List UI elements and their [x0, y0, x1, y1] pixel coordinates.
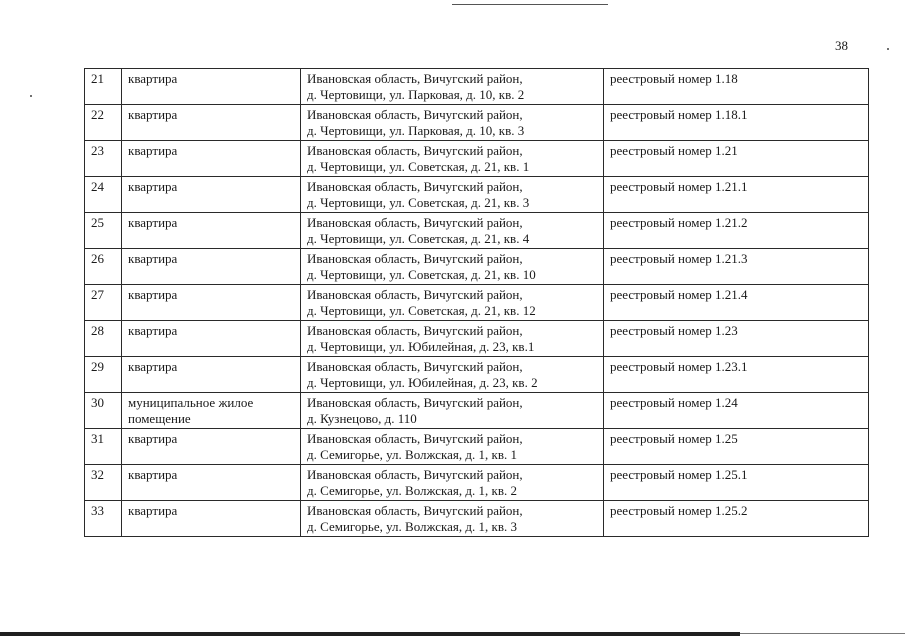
- property-address: [301, 393, 604, 429]
- registry-number: реестровый номер 1.25.1: [604, 465, 869, 501]
- row-number: 32: [85, 465, 122, 501]
- table-row: [85, 501, 869, 537]
- page-number: 38: [835, 38, 848, 53]
- table-row: [85, 465, 869, 501]
- property-type: квартира: [122, 177, 301, 213]
- property-address: [301, 105, 604, 141]
- address-line-2: д. Чертовищи, ул. Советская, д. 21, кв. 10: [307, 267, 536, 282]
- table-row: [85, 69, 869, 105]
- property-type: квартира: [122, 105, 301, 141]
- row-number: 23: [85, 141, 122, 177]
- row-number: 33: [85, 501, 122, 537]
- scan-dot: [887, 48, 889, 50]
- address-line-1: Ивановская область, Вичугский район,: [307, 71, 523, 86]
- table-row: [85, 105, 869, 141]
- row-number: 25: [85, 213, 122, 249]
- registry-number: реестровый номер 1.24: [604, 393, 869, 429]
- property-type: квартира: [122, 141, 301, 177]
- property-type: муниципальное жилое помещение: [122, 393, 301, 429]
- property-address: [301, 501, 604, 537]
- property-address: [301, 69, 604, 105]
- address-line-1: Ивановская область, Вичугский район,: [307, 143, 523, 158]
- address-line-1: Ивановская область, Вичугский район,: [307, 467, 523, 482]
- address-line-1: Ивановская область, Вичугский район,: [307, 503, 523, 518]
- table-row: [85, 213, 869, 249]
- address-line-1: Ивановская область, Вичугский район,: [307, 179, 523, 194]
- address-line-2: д. Чертовищи, ул. Парковая, д. 10, кв. 2: [307, 87, 525, 102]
- registry-number: реестровый номер 1.25: [604, 429, 869, 465]
- table-row: [85, 357, 869, 393]
- row-number: 28: [85, 321, 122, 357]
- scan-dot: [30, 95, 32, 97]
- address-line-2: д. Чертовищи, ул. Юбилейная, д. 23, кв. 2: [307, 375, 538, 390]
- address-line-2: д. Чертовищи, ул. Советская, д. 21, кв. 1: [307, 159, 530, 174]
- property-address: [301, 141, 604, 177]
- property-address: [301, 177, 604, 213]
- table-body: [85, 69, 869, 537]
- address-line-2: д. Чертовищи, ул. Парковая, д. 10, кв. 3: [307, 123, 525, 138]
- address-line-1: Ивановская область, Вичугский район,: [307, 359, 523, 374]
- property-type: квартира: [122, 69, 301, 105]
- address-line-2: д. Чертовищи, ул. Советская, д. 21, кв. 12: [307, 303, 536, 318]
- address-line-2: д. Чертовищи, ул. Советская, д. 21, кв. 4: [307, 231, 530, 246]
- address-line-1: Ивановская область, Вичугский район,: [307, 287, 523, 302]
- table-row: [85, 249, 869, 285]
- registry-number: реестровый номер 1.21.3: [604, 249, 869, 285]
- property-address: [301, 213, 604, 249]
- address-line-2: д. Чертовищи, ул. Юбилейная, д. 23, кв.1: [307, 339, 535, 354]
- row-number: 22: [85, 105, 122, 141]
- table-row: [85, 285, 869, 321]
- registry-number: реестровый номер 1.18: [604, 69, 869, 105]
- bottom-rule: [0, 632, 740, 636]
- registry-number: реестровый номер 1.25.2: [604, 501, 869, 537]
- registry-number: реестровый номер 1.21.4: [604, 285, 869, 321]
- property-address: [301, 285, 604, 321]
- table-row: [85, 429, 869, 465]
- address-line-2: д. Чертовищи, ул. Советская, д. 21, кв. 3: [307, 195, 530, 210]
- table-row: [85, 141, 869, 177]
- registry-number: реестровый номер 1.21.2: [604, 213, 869, 249]
- property-type: квартира: [122, 429, 301, 465]
- property-type: квартира: [122, 285, 301, 321]
- registry-table: [84, 68, 869, 537]
- table-row: [85, 321, 869, 357]
- property-type: квартира: [122, 213, 301, 249]
- address-line-1: Ивановская область, Вичугский район,: [307, 323, 523, 338]
- row-number: 26: [85, 249, 122, 285]
- address-line-2: д. Кузнецово, д. 110: [307, 411, 417, 426]
- address-line-1: Ивановская область, Вичугский район,: [307, 107, 523, 122]
- address-line-1: Ивановская область, Вичугский район,: [307, 215, 523, 230]
- property-type: квартира: [122, 357, 301, 393]
- address-line-1: Ивановская область, Вичугский район,: [307, 431, 523, 446]
- registry-number: реестровый номер 1.23: [604, 321, 869, 357]
- property-address: [301, 429, 604, 465]
- row-number: 21: [85, 69, 122, 105]
- table-row: [85, 393, 869, 429]
- address-line-2: д. Семигорье, ул. Волжская, д. 1, кв. 1: [307, 447, 517, 462]
- address-line-1: Ивановская область, Вичугский район,: [307, 395, 523, 410]
- property-type: квартира: [122, 465, 301, 501]
- address-line-1: Ивановская область, Вичугский район,: [307, 251, 523, 266]
- row-number: 29: [85, 357, 122, 393]
- top-rule: [452, 4, 608, 5]
- property-type: квартира: [122, 321, 301, 357]
- row-number: 30: [85, 393, 122, 429]
- property-type: квартира: [122, 501, 301, 537]
- row-number: 31: [85, 429, 122, 465]
- property-type: квартира: [122, 249, 301, 285]
- registry-number: реестровый номер 1.23.1: [604, 357, 869, 393]
- registry-number: реестровый номер 1.21.1: [604, 177, 869, 213]
- property-address: [301, 249, 604, 285]
- table-row: [85, 177, 869, 213]
- address-line-2: д. Семигорье, ул. Волжская, д. 1, кв. 3: [307, 519, 517, 534]
- row-number: 24: [85, 177, 122, 213]
- address-line-2: д. Семигорье, ул. Волжская, д. 1, кв. 2: [307, 483, 517, 498]
- property-address: [301, 465, 604, 501]
- property-address: [301, 357, 604, 393]
- registry-number: реестровый номер 1.18.1: [604, 105, 869, 141]
- row-number: 27: [85, 285, 122, 321]
- registry-number: реестровый номер 1.21: [604, 141, 869, 177]
- property-address: [301, 321, 604, 357]
- bottom-rule-thin: [740, 633, 905, 634]
